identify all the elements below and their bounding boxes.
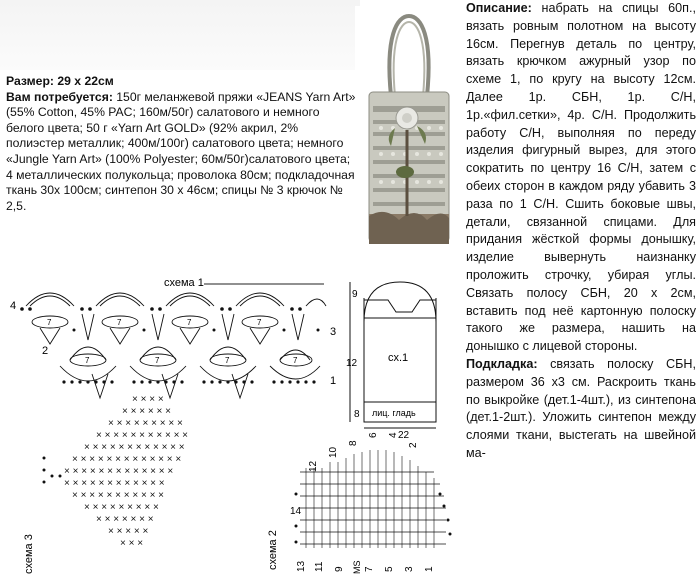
svg-text:× × × × × × × × ×: × × × × × × × × ×: [108, 418, 183, 429]
scheme2-top-2: 2: [408, 442, 419, 448]
scheme3-grid: [64, 394, 188, 549]
pattern-bottom-label: лиц. гладь: [372, 408, 416, 418]
lining-text: связать полоску СБН, размером 36 х3 см. Раскроить ткань по выкройке (дет.1-4шт.), из синтепона (дет.1-2шт.). Уложить синтепон между слоями ткани, выстегать на швейной ма-: [466, 356, 696, 460]
need-text: 150г меланжевой пряжи «JEANS Yarn Art» (55% Cotton, 45% PAC; 160м/50г) салатового и немного белого цвета; 50 г «Yarn Art GOLD» (92% акрил, 2% полиэстер металлик; 400м/100г) салатового цвета; немного «Jungle Yarn Art» (100% Polyester; 60м/50г)салатового цвета; 4 металлических полукольца; проволока 80см; подкладочная ткань 30х 100см; синтепон 30 х 46см; спицы № 3 крючок № 2,5.: [6, 89, 356, 213]
scheme2-bottom-13: 13: [296, 560, 307, 572]
pattern-dim-9: 9: [352, 289, 358, 300]
description-title: Описание:: [466, 1, 532, 15]
svg-text:× × × × × × × × × × × ×: × × × × × × × × × × × ×: [84, 442, 185, 453]
scheme3-title: схема 3: [23, 534, 35, 574]
svg-text:× × × × ×: × × × × ×: [108, 526, 149, 537]
scheme2-top-8: 8: [348, 440, 359, 446]
scheme2-top-4: 4: [388, 432, 399, 438]
scheme1-loop-8: 7: [293, 356, 298, 365]
scan-margin: [0, 0, 360, 70]
svg-text:× × × × × × × × × × ×: × × × × × × × × × × ×: [96, 430, 189, 441]
description-column: [466, 0, 696, 463]
scheme1-loop-1: 7: [47, 318, 52, 327]
scheme1-loop-6: 7: [155, 356, 160, 365]
pattern-dim-8: 8: [354, 409, 360, 420]
pattern-label: сх.1: [388, 352, 409, 364]
pattern-dim-12: 12: [346, 358, 358, 369]
pattern-dim-22: 22: [398, 430, 410, 441]
svg-text:× × × × × × × × ×: × × × × × × × × ×: [84, 502, 159, 513]
scheme1-loop-7: 7: [225, 356, 230, 365]
scheme1-loop-2: 7: [117, 318, 122, 327]
svg-text:× × × × × × ×: × × × × × × ×: [96, 514, 154, 525]
scheme2-bottom-9: 9: [334, 566, 345, 572]
need-label: Вам потребуется:: [6, 89, 113, 104]
scheme1-row-4: 4: [10, 300, 17, 312]
scheme2-bottom-11: 11: [314, 561, 325, 572]
svg-text:× × × × × × × × × × ×: × × × × × × × × × × ×: [72, 490, 165, 501]
scheme1-loop-4: 7: [257, 318, 262, 327]
scheme2-grid: [300, 450, 446, 548]
size-value: 29 х 22см: [57, 74, 114, 88]
scheme1-loop-5: 7: [85, 356, 90, 365]
scheme1-title: схема 1: [164, 277, 204, 289]
scheme2-bottom-3: 3: [404, 566, 415, 572]
lining-title: Подкладка:: [466, 356, 538, 371]
svg-text:× × ×: × × ×: [120, 538, 144, 549]
size-label: Размер:: [6, 74, 54, 88]
scheme2-bottom-ms: MS: [352, 560, 362, 574]
description-text: набрать на спицы 60п., вязать ровным полотном на высоту 16см. Перегнув деталь по центру, вязать крючком ажурный узор по схеме 1, по кругу на высоту 12см. Далее 1р. СБН, 1р. С/Н, 1р.«фил.сетки», 4р. С/Н. Продолжить работу С/Н, выполняя по переду изделия фигурный вырез, для этого сократить по центру 16 С/Н, затем с обеих сторон в каждом ряду убавить 3 раза по 1 С/Н. Сшить боковые швы, детали, связанной спицами. Для придания жёсткой формы донышку, изделие вывернуть наизнанку проложить строчку, убирая углы. Связать полосу СБН, 20 х 2см, вставить под неё картонную полоску такого же размера, нашить на донышко с лицевой стороны.: [466, 1, 697, 354]
materials-block: [6, 74, 358, 214]
scheme1-row-2: 2: [42, 345, 49, 357]
scheme2-title: схема 2: [267, 530, 279, 570]
svg-text:× × × × × × × × × × × × ×: × × × × × × × × × × × × ×: [64, 466, 174, 477]
scheme2-bottom-7: 7: [364, 566, 375, 572]
scheme2-top-10: 10: [328, 446, 339, 458]
scheme1-loop-3: 7: [187, 318, 192, 327]
diagrams-area: [0, 262, 466, 575]
svg-text:× × × ×: × × × ×: [132, 394, 164, 405]
svg-text:× × × × × ×: × × × × × ×: [122, 406, 171, 417]
scheme1-row-3: 3: [330, 326, 337, 338]
scheme2-top-6: 6: [368, 432, 379, 438]
scheme1-row-1: 1: [330, 375, 337, 387]
svg-text:× × × × × × × × × × × ×: × × × × × × × × × × × ×: [64, 478, 165, 489]
scheme2-bottom-5: 5: [384, 566, 395, 572]
scheme2-top-12: 12: [308, 460, 319, 472]
bag-photo: [355, 6, 463, 261]
scheme2-left-14: 14: [290, 506, 302, 517]
scheme2-bottom-1: 1: [424, 566, 435, 572]
svg-text:× × × × × × × × × × × × ×: × × × × × × × × × × × × ×: [72, 454, 182, 465]
